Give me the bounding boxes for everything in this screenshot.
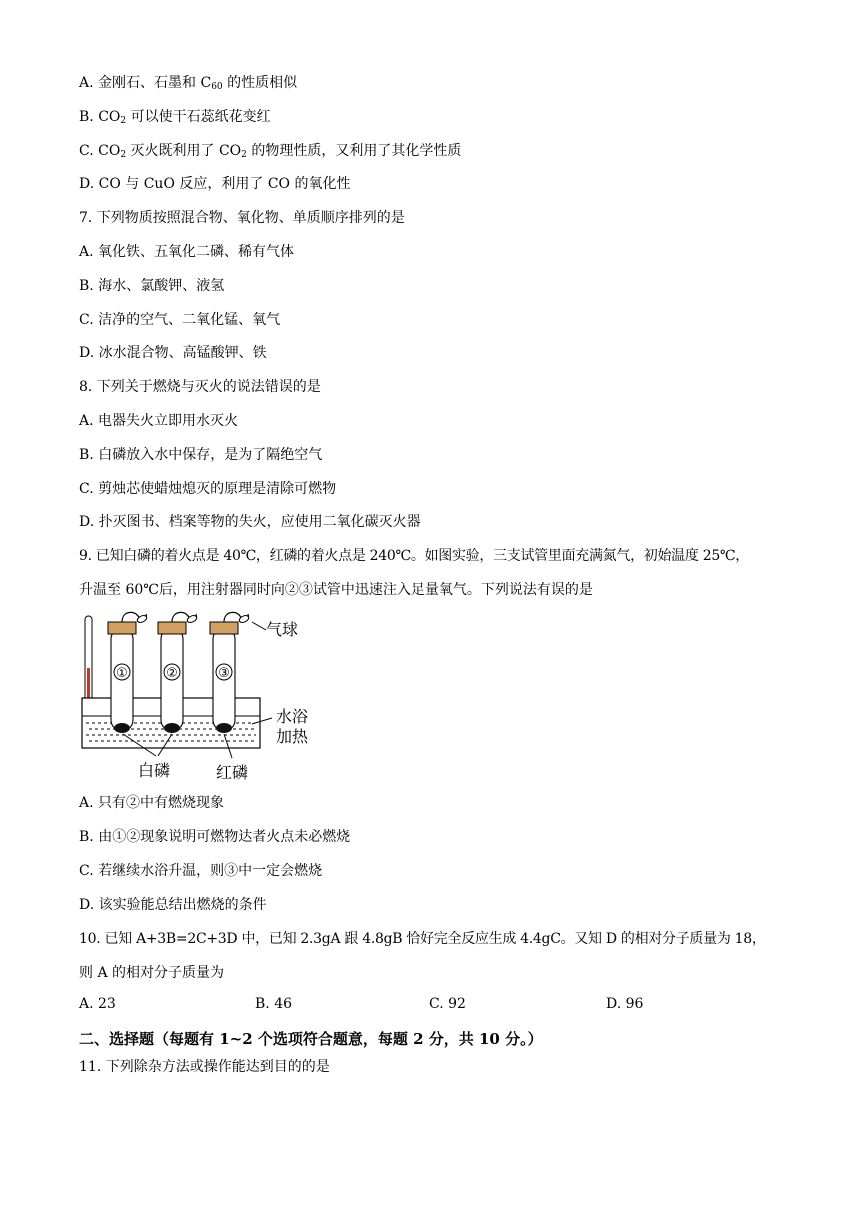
q8-option-b: B. 白磷放入水中保存，是为了隔绝空气 [79, 447, 323, 463]
q7-option-b: B. 海水、氯酸钾、液氢 [79, 278, 225, 294]
tube-1-label: ① [116, 666, 128, 681]
q8-option-c: C. 剪烛芯使蜡烛熄灭的原理是清除可燃物 [79, 481, 337, 497]
q10-options-row [79, 996, 799, 1018]
q6-option-b: B. $CO_2$ 可以使干石蕊纸花变红 [79, 109, 271, 126]
q6-option-d: D. CO 与 CuO 反应，利用了 CO 的氧化性 [79, 176, 351, 192]
q8-option-a: A. 电器失火立即用水灭火 [79, 413, 239, 429]
q9-option-b: B. 由①②现象说明可燃物达者火点未必燃烧 [79, 829, 351, 845]
section-2-title: 二、选择题（每题有 1~2 个选项符合题意，每题 2 分，共 10 分。） [79, 1030, 543, 1048]
q10-stem-line2: 则 A 的相对分子质量为 [79, 965, 225, 981]
balloon-leader-line [252, 622, 266, 630]
q10-option-c: C. 92 [429, 996, 466, 1012]
q9-stem-line1: 9. 已知白磷的着火点是 40℃，红磷的着火点是 240℃。如图实验，三支试管里面充满氮气，初始温度 25℃， [79, 548, 749, 564]
water-bath-label-2: 加热 [276, 727, 309, 746]
q7-stem: 7. 下列物质按照混合物、氧化物、单质顺序排列的是 [79, 210, 405, 226]
q10-option-b: B. 46 [255, 996, 293, 1012]
q11-stem: 11. 下列除杂方法或操作能达到目的的是 [79, 1059, 330, 1075]
tube-3-label: ③ [218, 666, 230, 681]
tube-2-label: ② [166, 666, 178, 681]
q7-option-c: C. 洁净的空气、二氧化锰、氧气 [79, 312, 281, 328]
q8-stem: 8. 下列关于燃烧与灭火的说法错误的是 [79, 379, 321, 395]
q6-option-a: A. 金刚石、石墨和 $C_{60}$ 的性质相似 [79, 75, 298, 92]
q7-option-a: A. 氧化铁、五氧化二磷、稀有气体 [79, 244, 295, 260]
q10-stem-line1: 10. 已知 A+3B=2C+3D 中，已知 2.3gA 跟 4.8gB 恰好完全反应生成 4.4gC。又知 D 的相对分子质量为 18， [79, 931, 766, 947]
water-bath-label-1: 水浴 [276, 707, 309, 726]
white-phosphorus-label: 白磷 [138, 761, 171, 780]
balloon-label: 气球 [266, 620, 299, 639]
q6-option-c: C. $CO_2$ 灭火既利用了 $CO_2$ 的物理性质，又利用了其化学性质 [79, 143, 462, 160]
combustion-experiment-diagram [76, 608, 336, 784]
q10-option-a: A. 23 [79, 996, 116, 1012]
q9-stem-line2: 升温至 60℃后，用注射器同时向②③试管中迅速注入足量氧气。下列说法有误的是 [79, 582, 593, 598]
q9-option-c: C. 若继续水浴升温，则③中一定会燃烧 [79, 863, 323, 879]
q9-option-a: A. 只有②中有燃烧现象 [79, 795, 225, 811]
q10-option-d: D. 96 [606, 996, 644, 1012]
red-phosphorus-label: 红磷 [216, 763, 249, 782]
q8-option-d: D. 扑灭图书、档案等物的失火，应使用二氧化碳灭火器 [79, 514, 421, 530]
q9-option-d: D. 该实验能总结出燃烧的条件 [79, 897, 267, 913]
q7-option-d: D. 冰水混合物、高锰酸钾、铁 [79, 345, 267, 361]
